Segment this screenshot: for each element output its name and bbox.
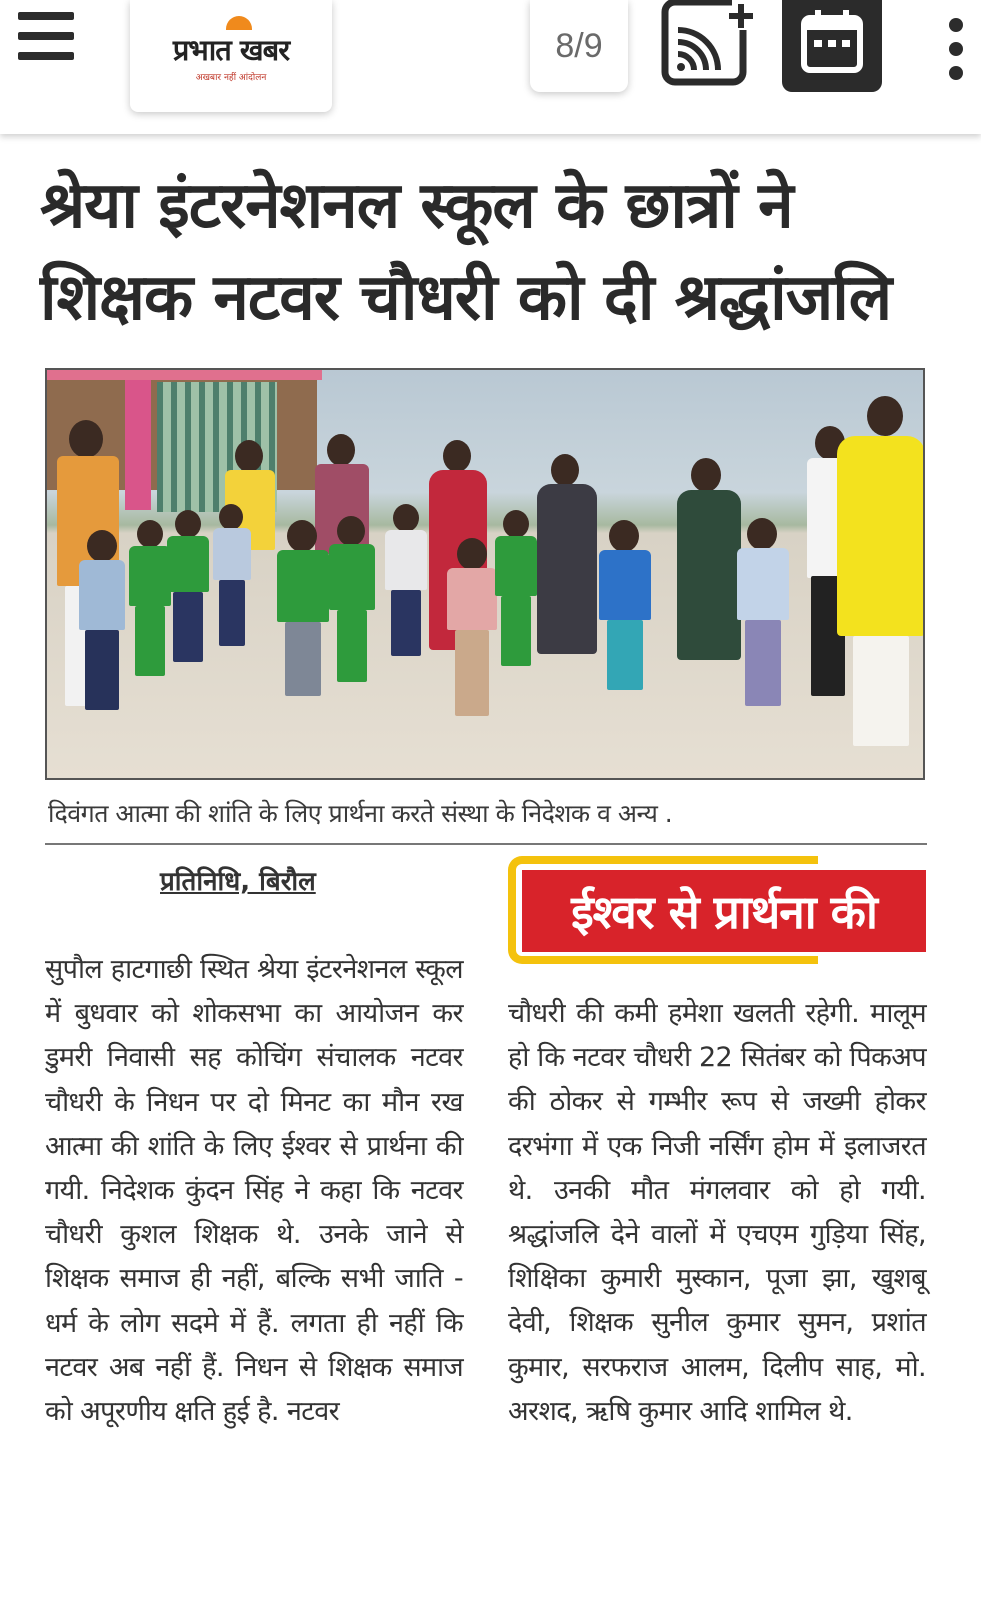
article-headline (40, 160, 940, 344)
logo-text: प्रभात खबर (172, 33, 290, 67)
building-roof (47, 370, 322, 380)
headline-line-1: श्रेया इंटरनेशनल स्कूल के छात्रों ने (40, 169, 793, 243)
article-body-right-column: चौधरी की कमी हमेशा खलती रहेगी. मालूम हो कि नटवर चौधरी 22 सितंबर को पिकअप की ठोकर से गम्भीर रूप से जख्मी होकर दरभंगा में एक निजी नर्सिंग होम में इलाजरत थे. उनकी मौत मंगलवार को हो गयी. श्रद्धांजलि देने वालों में एचएम गुड़िया सिंह, शिक्षिका कुमारी मुस्कान, पूजा झा, खुशबू देवी, शिक्षक सुनील कुमार सुमन, प्रशांत कुमार, सरफराज आलम, दिलीप साह, मो. अरशद, ऋषि कुमार आदि शामिल थे. (508, 998, 926, 1427)
newspaper-logo[interactable] (130, 0, 332, 112)
article-photo (45, 368, 925, 780)
article-body-left-column: सुपौल हाटगाछी स्थित श्रेया इंटरनेशनल स्कूल में बुधवार को शोकसभा का आयोजन कर डुमरी निवासी सह कोचिंग संचालक नटवर चौधरी के निधन पर दो मिनट का मौन रख आत्मा की शांति के लिए ईश्वर से प्रार्थना की गयी. निदेशक कुंदन सिंह ने कहा कि नटवर चौधरी कुशल शिक्षक थे. उनके जाने से शिक्षक समाज ही नहीं, बल्कि सभी जाति - धर्म के लोग सदमे में हैं. लगता ही नहीं कि नटवर अब नहीं हैं. निधन से शिक्षक समाज को अपूरणीय क्षति हुई है. नटवर (45, 954, 463, 1428)
page-indicator[interactable]: 8/9 (530, 0, 628, 92)
logo-tagline: अखबार नहीं आंदोलन (195, 73, 267, 83)
calendar-icon[interactable] (782, 0, 882, 92)
headline-line-2: शिक्षक नटवर चौधरी को दी श्रद्धांजलि (40, 261, 892, 335)
hamburger-menu-icon[interactable] (14, 10, 78, 66)
logo-sun-icon (226, 16, 252, 30)
caption-divider (45, 843, 927, 845)
article-byline: प्रतिनिधि, बिरौल (160, 867, 316, 897)
subhead-box (508, 856, 928, 966)
subhead-text: ईश्वर से प्रार्थना की (522, 870, 926, 952)
rss-add-icon[interactable] (660, 0, 754, 90)
app-bar (0, 0, 981, 134)
more-vertical-icon[interactable] (944, 18, 968, 88)
photo-caption: दिवंगत आत्मा की शांति के लिए प्रार्थना करते संस्था के निदेशक व अन्य . (48, 799, 673, 828)
building-pillar (125, 380, 151, 510)
